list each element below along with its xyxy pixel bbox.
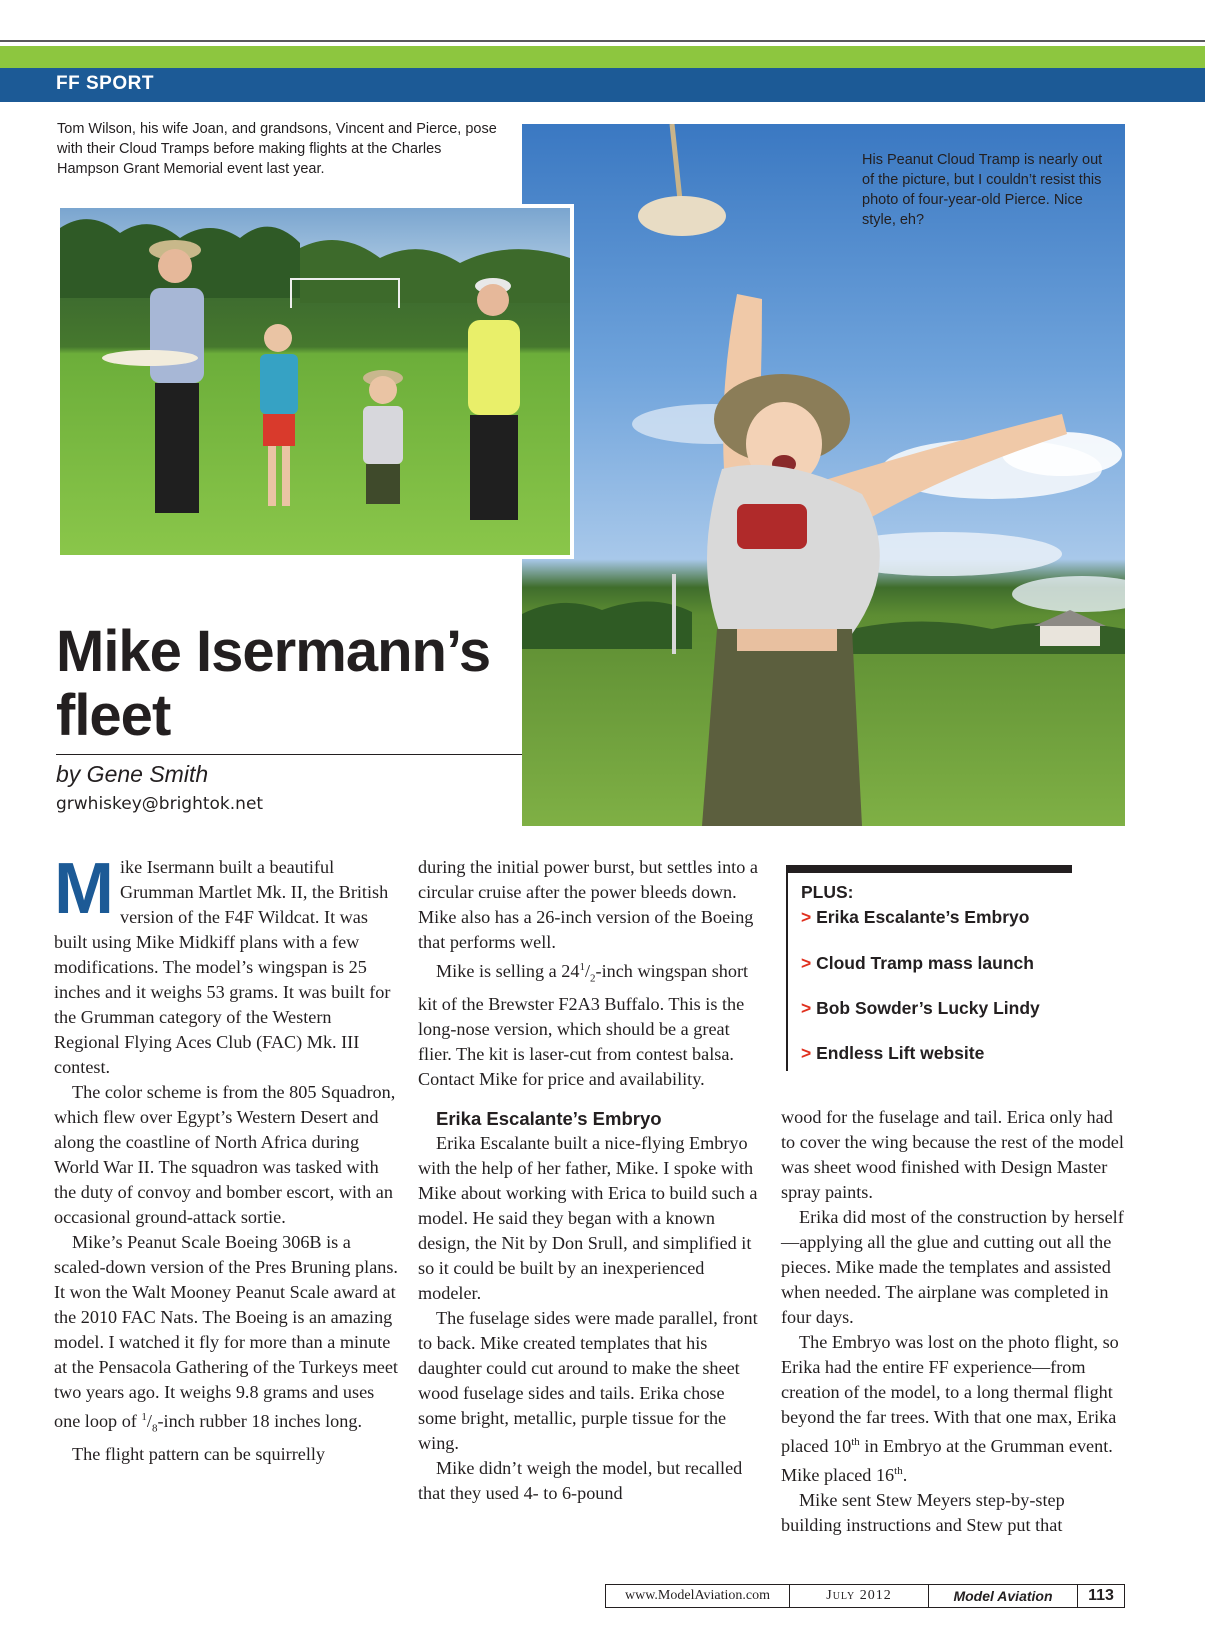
byline: by Gene Smith	[56, 761, 209, 787]
paragraph: Erika did most of the construction by herself—applying all the glue and cutting out all the pieces. Mike made the templates and assisted when needed. The airplane was completed in four days.	[781, 1207, 1124, 1327]
article-title	[56, 620, 490, 748]
arrow-icon: >	[801, 907, 812, 927]
footer-date: July 2012	[789, 1584, 929, 1608]
paragraph: during the initial power burst, but settles into a circular cruise after the power bleeds down. Mike also has a 26-inch version of the Boeing that performs well.	[418, 857, 758, 952]
paragraph: wood for the fuselage and tail. Erica only had to cover the wing because the rest of the model was sheet wood finished with Design Master spray paints.	[781, 1107, 1124, 1202]
footer-magazine: Model Aviation	[928, 1584, 1078, 1608]
plus-item-label: Erika Escalante’s Embryo	[816, 907, 1030, 927]
drop-cap: M	[54, 849, 114, 929]
paragraph-text: Mike is selling a 24	[436, 961, 580, 982]
photo-caption-right: His Peanut Cloud Tramp is nearly out of the picture, but I couldn’t resist this photo of four-year-old Pierce. Nice style, eh?	[862, 152, 1103, 228]
arrow-icon: >	[801, 998, 812, 1018]
paragraph: The flight pattern can be squirrelly	[72, 1443, 326, 1464]
paragraph: The color scheme is from the 805 Squadron, which flew over Egypt’s Western Desert and along the coastline of North Africa during World War II. The squadron was tasked with the duty of convoy and bomber escort, with an occasional ground-attack sortie.	[54, 1082, 396, 1227]
paragraph-text: The Embryo was lost on the photo flight, so Erika had the entire FF experience—from creation of the model, to a long thermal flight beyond the far trees. With that one max, Erika placed 10	[781, 1332, 1119, 1457]
fraction-denominator: 8	[151, 1422, 158, 1435]
top-rule	[0, 40, 1205, 42]
paragraph	[781, 1330, 1126, 1488]
paragraph-text: -inch rubber 18 inches long.	[157, 1411, 363, 1432]
fraction-numerator: 1	[579, 961, 585, 973]
paragraph-text: .	[902, 1465, 908, 1486]
page-number: 113	[1077, 1584, 1125, 1608]
paragraph: Mike is selling a $24^1/_2$-inch wingspan short kit of the Brewster F2A3 Buffalo. This is the long-nose version, which should be a great flier. The kit is laser-cut from contest balsa. Contact Mike for price and availability.	[418, 961, 749, 1089]
footer-url[interactable]: www.ModelAviation.com	[605, 1584, 790, 1608]
article-column-2	[418, 855, 763, 1506]
plus-item[interactable]	[801, 998, 1040, 1019]
superscript: th	[851, 1436, 860, 1448]
paragraph: Erika Escalante built a nice-flying Embryo with the help of her father, Mike. I spoke with Mike about working with Erica to build such a model. He said they began with a known design, the Nit by Don Srull, and simplified it so it could be built by an inexperienced modeler.	[418, 1132, 758, 1303]
author-email: grwhiskey@brightok.net	[56, 794, 264, 814]
paragraph-text: Mike’s Peanut Scale Boeing 306B is a scaled-down version of the Pres Bruning plans. It won the Walt Mooney Peanut Scale award at the 2010 FAC Nats. The Boeing is an amazing model. I watched it fly for more than a minute at the Pensacola Gathering of the Turkeys meet two years ago. It weighs 9.8 grams and uses one loop of	[54, 1232, 398, 1432]
header-green-band	[0, 46, 1205, 68]
plus-item[interactable]	[801, 1043, 984, 1064]
paragraph: Mike’s Peanut Scale Boeing 306B is a scaled-down version of the Pres Bruning plans. It won the Walt Mooney Peanut Scale award at the 2010 FAC Nats. The Boeing is an amazing model. I watched it fly for more than a minute at the Pensacola Gathering of the Turkeys meet two years ago. It weighs 9.8 grams and uses one loop of $^1/_8$-inch rubber 18 inches long.	[54, 1232, 398, 1435]
paragraph: Mike sent Stew Meyers step-by-step building instructions and Stew put that	[781, 1490, 1065, 1536]
title-rule	[56, 754, 522, 755]
paragraph	[54, 849, 400, 1080]
paragraph-text: ike Isermann built a beautiful Grumman Martlet Mk. II, the British version of the F4F Wildcat. It was built using Mike Midkiff plans with a few modifications. The model’s wingspan is 25 inches and it weighs 53 grams. It was built for the Grumman category of the Western Regional Flying Aces Club (FAC) Mk. III contest.	[54, 857, 391, 1077]
arrow-icon: >	[801, 1043, 812, 1063]
paragraph-text: in Embryo at the Grumman event. Mike placed 16	[781, 1436, 1113, 1486]
subheading: Erika Escalante’s Embryo	[436, 1107, 662, 1129]
plus-item-label: Cloud Tramp mass launch	[816, 953, 1034, 973]
plus-item[interactable]	[801, 907, 1029, 928]
plus-item-label: Endless Lift website	[816, 1043, 985, 1063]
header-blue-band	[0, 68, 1205, 102]
paragraph: The fuselage sides were made parallel, front to back. Mike created templates that his daughter could cut around to make the sheet wood fuselage sides and tails. Erika chose some bright, metallic, purple tissue for the wing.	[418, 1307, 758, 1453]
paragraph: Mike didn’t weigh the model, but recalled that they used 4- to 6-pound	[418, 1457, 743, 1503]
superscript: th	[894, 1465, 903, 1478]
photo-wilson-family	[56, 204, 574, 559]
plus-item[interactable]	[801, 953, 1034, 974]
fraction-numerator: 1	[141, 1411, 147, 1423]
arrow-icon: >	[801, 953, 812, 973]
paragraph-text: -inch wingspan short kit of the Brewster F2A3 Buffalo. This is the long-nose version, which should be a great flier. The kit is laser-cut from contest balsa. Contact Mike for price and availability.	[418, 961, 749, 1089]
fraction-denominator: 2	[590, 972, 596, 985]
article-column-3	[781, 1105, 1126, 1538]
article-title-line2: fleet	[56, 683, 171, 748]
section-label: FF SPORT	[56, 73, 154, 94]
article-column-1	[54, 849, 400, 1467]
plus-heading: PLUS:	[801, 882, 854, 902]
photo-caption-left: Tom Wilson, his wife Joan, and grandsons, Vincent and Pierce, pose with their Cloud Tramps before making flights at the Charles Hampson Grant Memorial event last year.	[57, 121, 497, 177]
article-title-line1: Mike Isermann’s	[56, 619, 491, 684]
plus-item-label: Bob Sowder’s Lucky Lindy	[816, 998, 1040, 1018]
